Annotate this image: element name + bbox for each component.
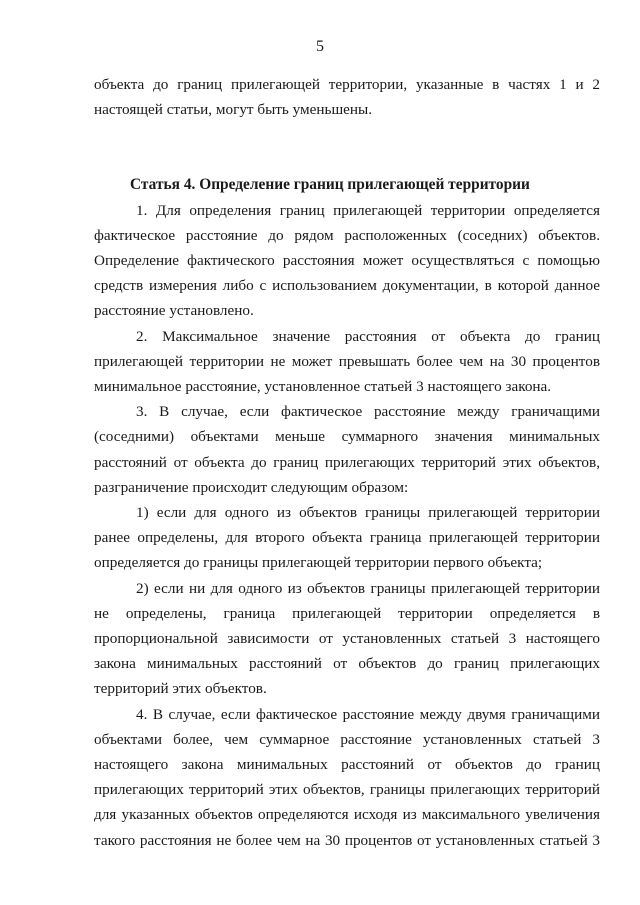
paragraph-3: 3. В случае, если фактическое расстояние между граничащими (соседними) объектами меньше суммарного значения минимальных расстояний от объекта до границ прилегающих территорий этих объектов, разграничение происходит следующим образом: (94, 403, 600, 496)
article-heading: Статья 4. Определение границ прилегающей территории (130, 176, 530, 194)
document-body (94, 72, 600, 853)
paragraph-3-item-2: 2) если ни для одного из объектов границы прилегающей территории не определены, граница прилегающей территории определяется в пропорциональной зависимости от установленных статьей 3 настоящего закона минимальных расстояний от объектов до границ прилегающих территорий этих объектов. (94, 579, 600, 698)
continuation-paragraph: объекта до границ прилегающей территории, указанные в частях 1 и 2 настоящей статьи, могут быть уменьшены. (94, 76, 600, 119)
page-number: 5 (316, 38, 324, 55)
paragraph-1: 1. Для определения границ прилегающей территории определяется фактическое расстояние до рядом расположенных (соседних) объектов. Определение фактического расстояния может осуществляться с помощью средств измерения либо с использованием документации, в которой данное расстояние установлено. (94, 201, 600, 320)
paragraph-2: 2. Максимальное значение расстояния от объекта до границ прилегающей территории не может превышать более чем на 30 процентов минимальное расстояние, установленное статьей 3 настоящего закона. (94, 327, 600, 396)
paragraph-3-item-1: 1) если для одного из объектов границы прилегающей территории ранее определены, для второго объекта граница прилегающей территории определяется до границы прилегающей территории первого объекта; (94, 504, 600, 572)
spacer (94, 122, 600, 172)
paragraph-4: 4. В случае, если фактическое расстояние между двумя граничащими объектами более, чем суммарное расстояние установленных статьей 3 настоящего закона минимальных расстояний от объектов до границ прилегающих территорий этих объектов, границы прилегающих территорий для указанных объектов определяются исходя из максимального увеличения такого расстояния не более чем на 30 процентов от установленных статьей 3 (94, 705, 600, 849)
